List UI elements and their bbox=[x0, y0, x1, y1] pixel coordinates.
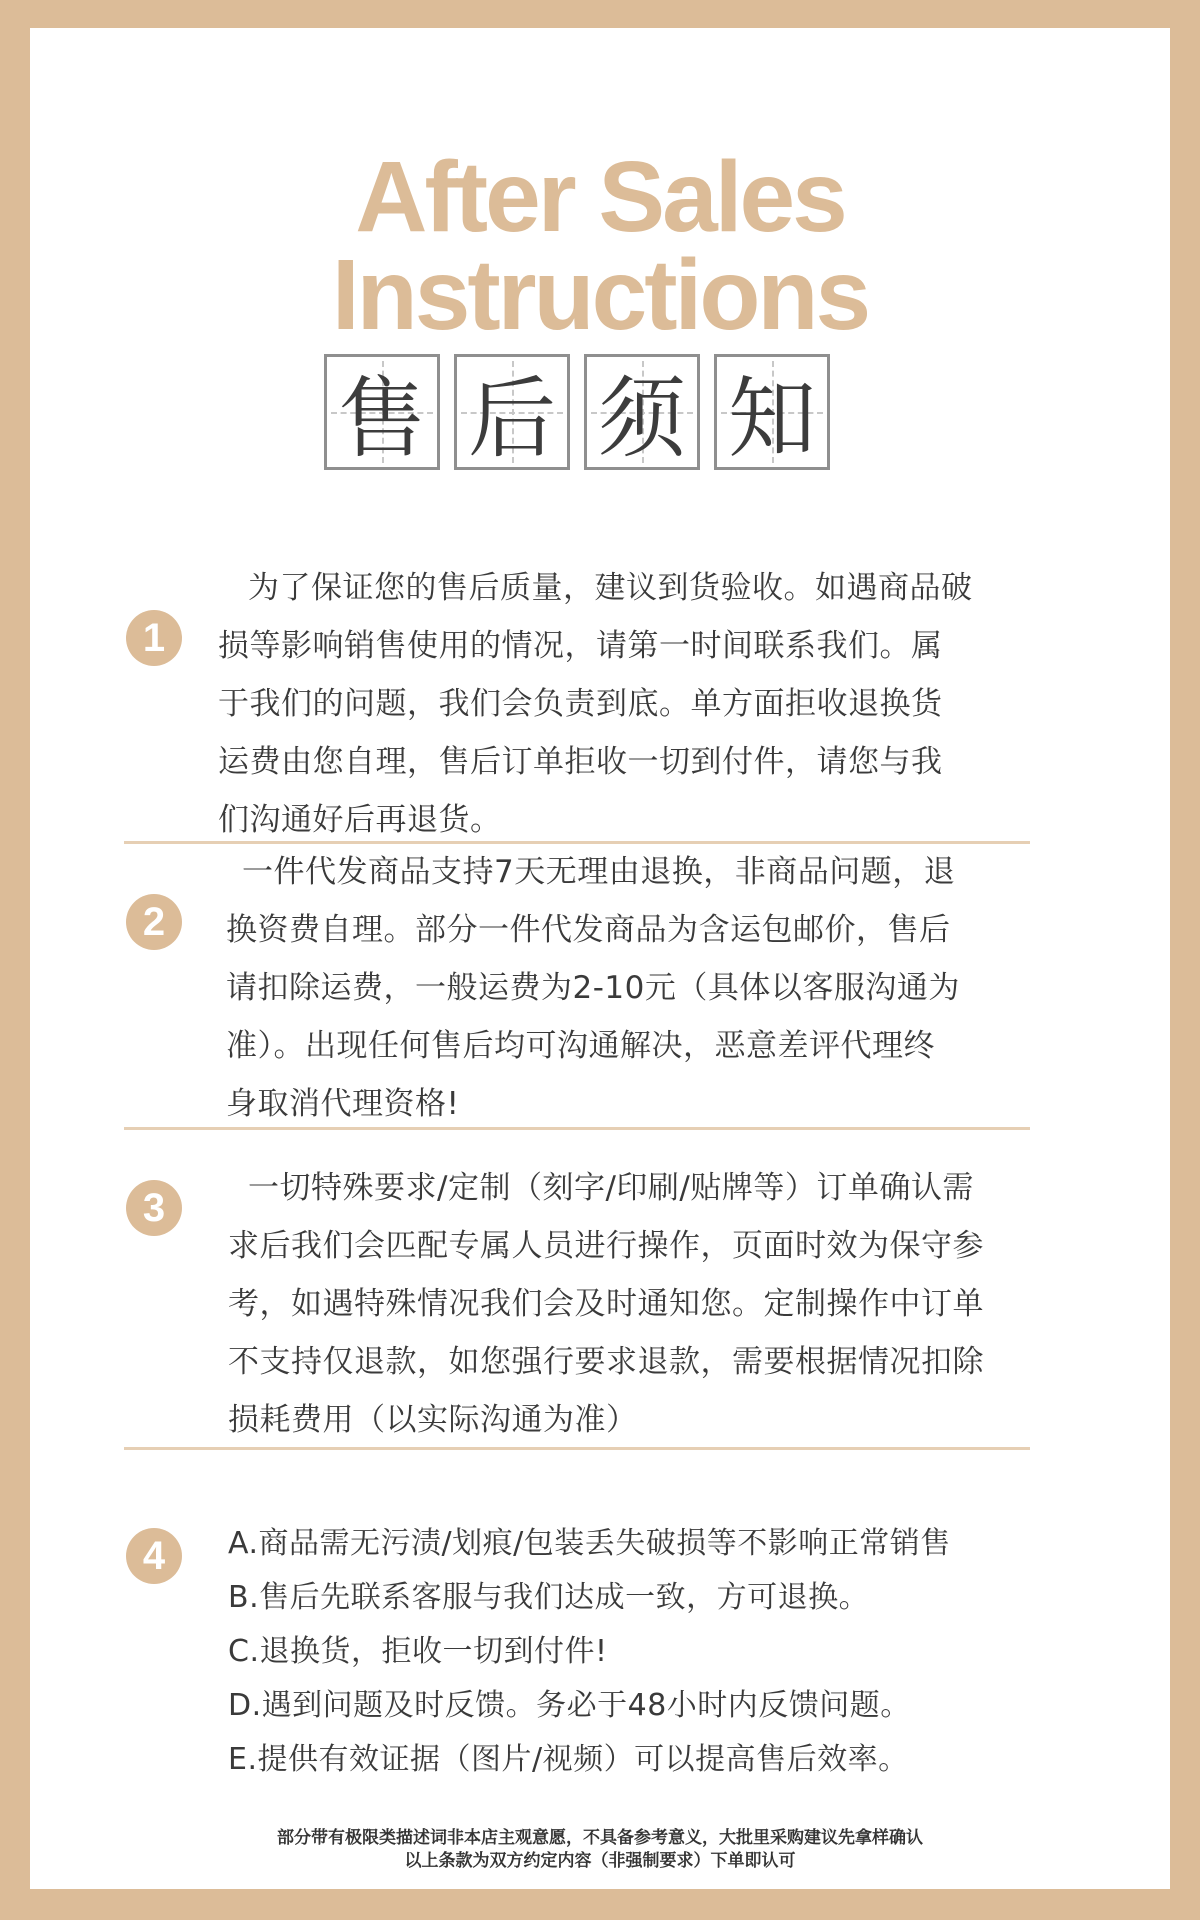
section-3-line: 一切特殊要求/定制（刻字/印刷/贴牌等）订单确认需 bbox=[248, 1170, 974, 1206]
title-char: 知 bbox=[727, 367, 816, 470]
footer-note-line1: 部分带有极限类描述词非本店主观意愿，不具备参考意义，大批里采购建议先拿样确认 bbox=[277, 1828, 923, 1848]
section-1-line: 运费由您自理，售后订单拒收一切到付件，请您与我 bbox=[218, 744, 943, 780]
title-chinese bbox=[324, 354, 830, 470]
section-4-item: B.售后先联系客服与我们达成一致，方可退换。 bbox=[228, 1580, 870, 1615]
section-4-item: D.遇到问题及时反馈。务必于48小时内反馈问题。 bbox=[228, 1688, 911, 1723]
section-divider bbox=[124, 1447, 1030, 1450]
title-char: 须 bbox=[597, 367, 686, 470]
section-1-line: 于我们的问题，我们会负责到底。单方面拒收退换货 bbox=[218, 686, 943, 722]
title-char-box bbox=[324, 354, 440, 470]
section-divider bbox=[124, 1127, 1030, 1130]
title-english bbox=[30, 141, 1170, 351]
section-4-number-badge: 4 bbox=[126, 1528, 182, 1584]
section-3-line: 不支持仅退款，如您强行要求退款，需要根据情况扣除 bbox=[228, 1344, 984, 1380]
section-1-line: 为了保证您的售后质量，建议到货验收。如遇商品破 bbox=[248, 570, 973, 606]
section-1-number-badge: 1 bbox=[126, 610, 182, 666]
section-2-line: 请扣除运费，一般运费为2-10元（具体以客服沟通为 bbox=[226, 970, 960, 1006]
content-panel bbox=[30, 28, 1170, 1889]
section-2-line: 一件代发商品支持7天无理由退换，非商品问题，退 bbox=[242, 854, 956, 890]
footer-note-line2: 以上条款为双方约定内容（非强制要求）下单即认可 bbox=[404, 1851, 796, 1871]
title-char: 后 bbox=[467, 367, 556, 470]
section-3-line: 损耗费用（以实际沟通为准） bbox=[228, 1402, 638, 1438]
section-2-line: 准）。出现任何售后均可沟通解决，恶意差评代理终 bbox=[226, 1028, 935, 1064]
section-3-text bbox=[228, 1159, 984, 1449]
section-2-line: 换资费自理。部分一件代发商品为含运包邮价，售后 bbox=[226, 912, 951, 948]
title-char-box bbox=[714, 354, 830, 470]
section-4-list bbox=[228, 1517, 951, 1787]
section-1-line: 损等影响销售使用的情况，请第一时间联系我们。属 bbox=[218, 628, 943, 664]
section-4-item: E.提供有效证据（图片/视频）可以提高售后效率。 bbox=[228, 1742, 909, 1777]
title-english-line2: Instructions bbox=[331, 239, 869, 351]
section-1-line: 们沟通好后再退货。 bbox=[218, 802, 502, 838]
section-2-line: 身取消代理资格! bbox=[226, 1086, 460, 1122]
section-3-line: 考，如遇特殊情况我们会及时通知您。定制操作中订单 bbox=[228, 1286, 984, 1322]
title-english-line1: After Sales bbox=[355, 141, 845, 253]
title-char-box bbox=[584, 354, 700, 470]
section-2-number-badge: 2 bbox=[126, 894, 182, 950]
section-2-text bbox=[226, 843, 960, 1133]
section-3-line: 求后我们会匹配专属人员进行操作，页面时效为保守参 bbox=[228, 1228, 984, 1264]
section-3-number-badge: 3 bbox=[126, 1180, 182, 1236]
title-char-box bbox=[454, 354, 570, 470]
section-4-item: A.商品需无污渍/划痕/包装丢失破损等不影响正常销售 bbox=[228, 1526, 951, 1561]
section-4-item: C.退换货，拒收一切到付件! bbox=[228, 1634, 608, 1669]
title-char: 售 bbox=[337, 367, 426, 470]
section-1-text bbox=[218, 559, 973, 849]
